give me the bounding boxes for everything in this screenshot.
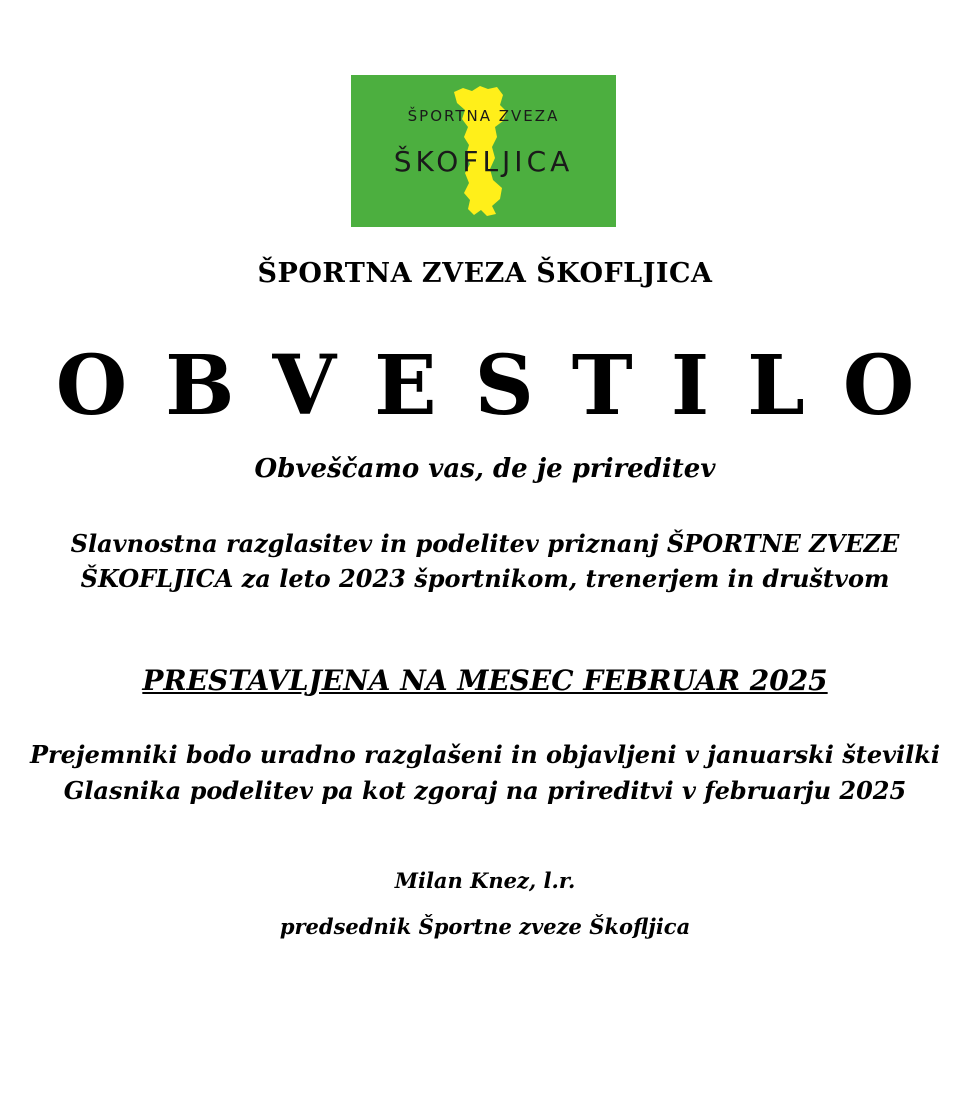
recipients-paragraph: Prejemniki bodo uradno razglašeni in objavljeni v januarski številki Glasnika podelitev pa kot zgoraj na prireditvi v februarju 2025	[29, 740, 941, 805]
organization-logo	[351, 75, 616, 227]
signatory-name: Milan Knez, l.r.	[394, 868, 576, 893]
signatory-role: predsednik Športne zveze Škofljica	[279, 914, 691, 939]
event-description: Slavnostna razglasitev in podelitev priznanj ŠPORTNE ZVEZE ŠKOFLJICA za leto 2023 športnikom, trenerjem in društvom	[70, 529, 900, 593]
organization-name: ŠPORTNA ZVEZA ŠKOFLJICA	[257, 258, 713, 289]
notice-title: OBVESTILO	[55, 338, 953, 434]
notice-intro: Obveščamo vas, de je prireditev	[254, 454, 716, 484]
logo-line-2: ŠKOFLJICA	[393, 145, 574, 178]
postponement-notice: PRESTAVLJENA NA MESEC FEBRUAR 2025	[142, 664, 828, 697]
logo-line-1: ŠPORTNA ZVEZA	[407, 107, 560, 125]
